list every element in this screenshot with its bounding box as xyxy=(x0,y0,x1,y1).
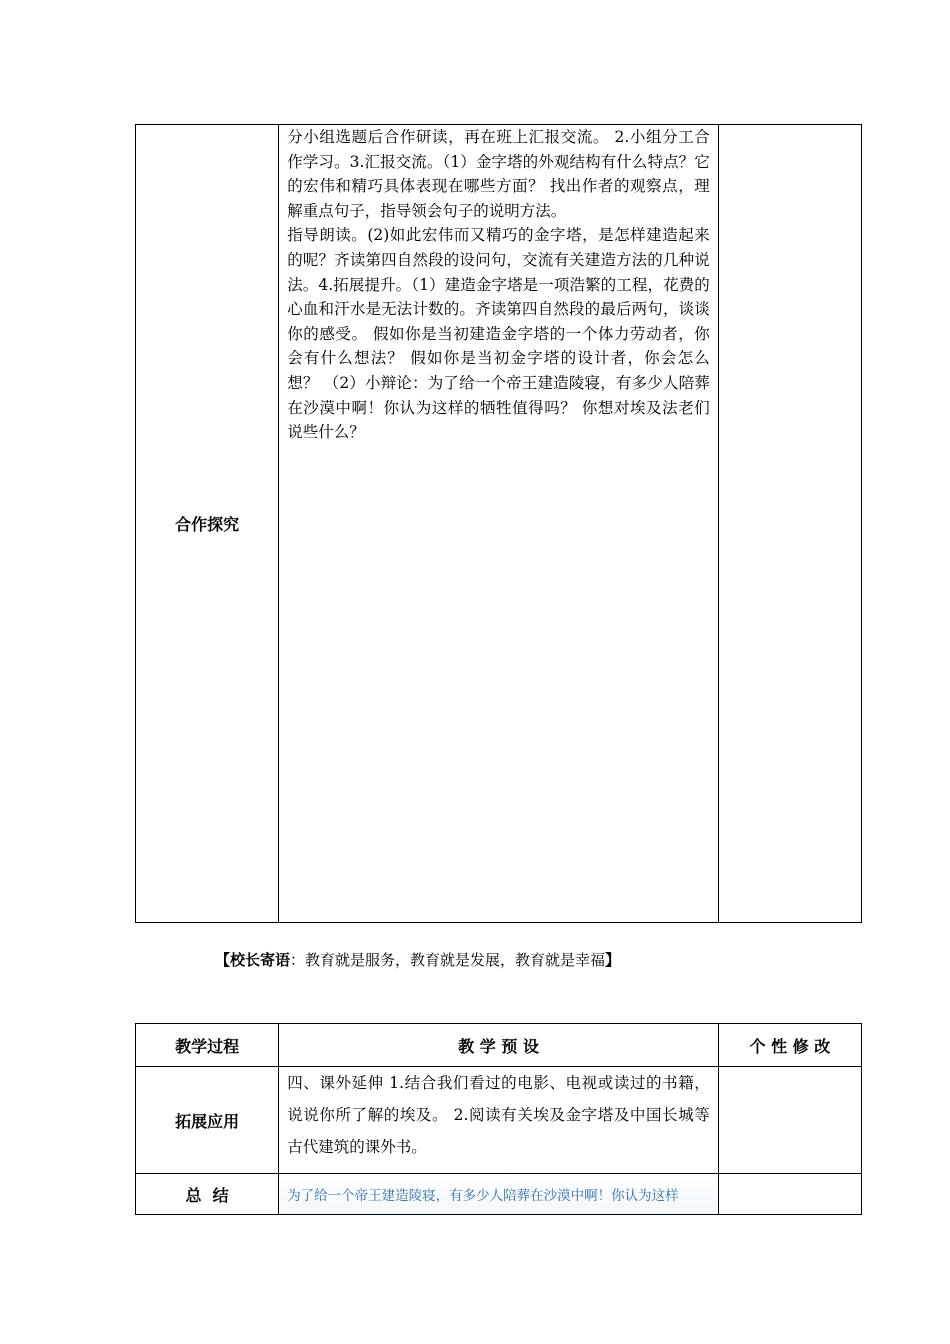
table-row xyxy=(136,1067,862,1174)
header-teaching-process: 教学过程 xyxy=(136,1024,279,1067)
principal-motto xyxy=(215,949,620,970)
lesson-table-part1 xyxy=(135,124,862,923)
table-row xyxy=(136,125,862,923)
motto-bracket-open: 【 xyxy=(215,951,231,969)
motto-label: 校长寄语 xyxy=(230,951,291,969)
personal-notes-cell xyxy=(718,1067,861,1174)
header-personal-revision: 个 性 修 改 xyxy=(718,1024,861,1067)
summary-content-text: 为了给一个帝王建造陵寝，有多少人陪葬在沙漠中啊！你认为这样 xyxy=(279,1174,718,1214)
table-header-row xyxy=(136,1024,862,1067)
header-teaching-plan: 教 学 预 设 xyxy=(279,1024,719,1067)
section-label-cooperative-inquiry: 合作探究 xyxy=(136,125,279,923)
section-label-summary: 总 结 xyxy=(136,1174,279,1215)
lesson-table-part2 xyxy=(135,1023,862,1215)
section-label-extension: 拓展应用 xyxy=(136,1067,279,1174)
section-content-text: 分小组选题后合作研读，再在班上汇报交流。 2.小组分工合作学习。3.汇报交流。（1）金字塔的外观结构有什么特点？它的宏伟和精巧具体表现在哪些方面？ 找出作者的观察点，理解重点句子，指导领会句子的说明方法。 指导朗读。(2)如此宏伟而又精巧的金字塔，是怎样建造起来的呢？齐读第四自然段的设问句，交流有关建造方法的几种说法。4.拓展提升。（1）建造金字塔是一项浩繁的工程，花费的心血和汗水是无法计数的。齐读第四自然段的最后两句，谈谈你的感受。 假如你是当初建造金字塔的一个体力劳动者，你会有什么想法？ 假如你是当初金字塔的设计者，你会怎么想？ （2）小辩论：为了给一个帝王建造陵寝，有多少人陪葬在沙漠中啊！你认为这样的牺牲值得吗？ 你想对埃及法老们说些什么？ xyxy=(287,128,710,442)
section-content-text: 四、课外延伸 1.结合我们看过的电影、电视或读过的书籍，说说你所了解的埃及。 2.阅读有关埃及金字塔及中国长城等古代建筑的课外书。 xyxy=(287,1074,710,1156)
motto-text: 教育就是服务，教育就是发展，教育就是幸福 xyxy=(305,951,606,969)
section-content-cell xyxy=(279,1174,719,1215)
motto-colon: ： xyxy=(290,951,306,969)
personal-notes-cell xyxy=(718,1174,861,1215)
section-content-cell xyxy=(279,1067,719,1174)
personal-notes-cell xyxy=(718,125,861,923)
motto-bracket-close: 】 xyxy=(605,951,621,969)
section-content-cell xyxy=(279,125,719,923)
table-row xyxy=(136,1174,862,1215)
